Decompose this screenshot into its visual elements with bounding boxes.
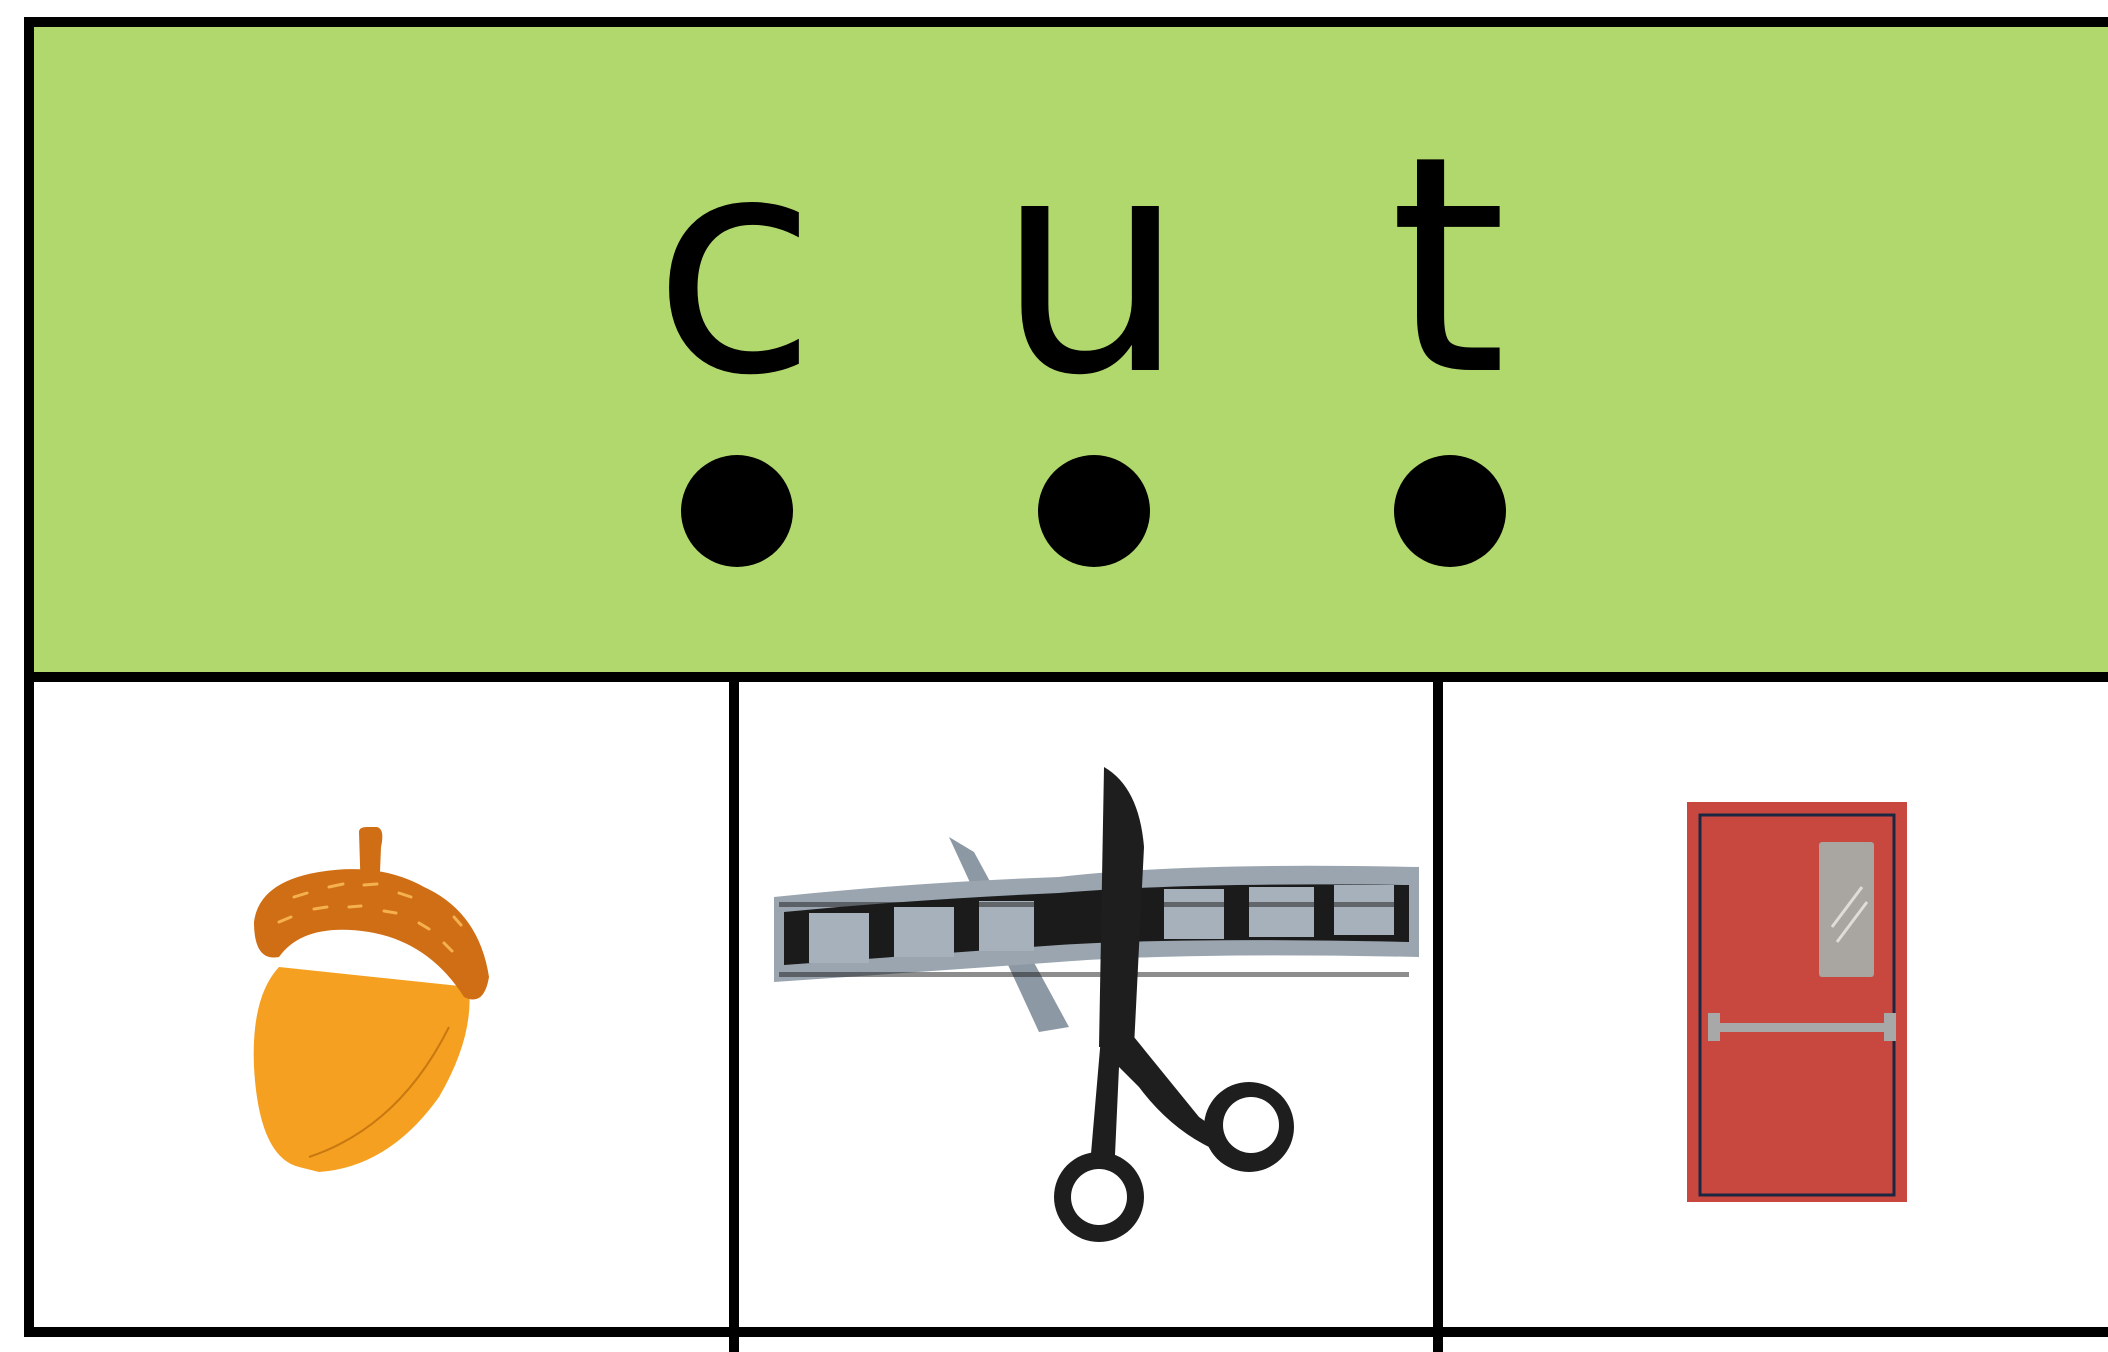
red-door-icon[interactable] xyxy=(1682,797,1912,1207)
letter-c: c xyxy=(652,92,818,441)
cell-divider xyxy=(729,682,739,1352)
letter-t: t xyxy=(1389,92,1507,441)
sound-dot-3[interactable] xyxy=(1394,455,1506,567)
cell-divider xyxy=(1433,682,1443,1352)
letter-u: u xyxy=(995,92,1187,441)
scissors-cutting-film-icon[interactable] xyxy=(769,767,1429,1257)
sound-dot-2[interactable] xyxy=(1038,455,1150,567)
word-card xyxy=(24,17,2108,1337)
acorn-icon[interactable] xyxy=(249,827,509,1207)
word-header xyxy=(34,27,2108,682)
sound-dot-1[interactable] xyxy=(681,455,793,567)
